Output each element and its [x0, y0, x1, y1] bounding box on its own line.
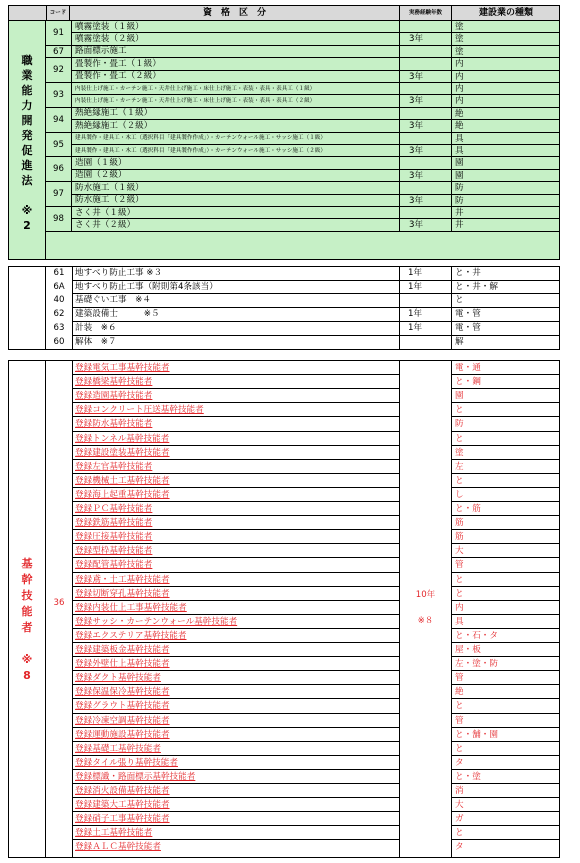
section1-years: 3年 — [399, 219, 452, 231]
section1-name: 建具製作・建具工・木工（選択科目「建具製作作成」）・カーテンウォール施工・サッシ施工（１級） — [75, 135, 326, 142]
section3-category-label — [9, 361, 46, 857]
section3-years-cell — [399, 361, 452, 857]
section1-years: 3年 — [399, 95, 452, 107]
section2-years: 1年 — [408, 322, 423, 333]
section1-name: 畳製作・畳工（２級） — [75, 71, 161, 82]
section1-type: 内 — [455, 96, 464, 107]
section3-name: 登録建築板金基幹技能者 — [75, 645, 170, 655]
section3-code: 36 — [53, 598, 65, 608]
section3-name: 登録鉄筋基幹技能者 — [75, 518, 153, 529]
section3-name: 登録内装仕上工事基幹技能者 — [75, 602, 187, 613]
section3-type: 筋 — [455, 532, 464, 543]
section1-name: 防水施工（２級） — [75, 195, 144, 206]
section3-name: 登録コンクリート圧送基幹技能者 — [75, 405, 204, 416]
section3-type: 大 — [455, 546, 464, 557]
section1-type: 絶 — [455, 121, 464, 132]
section1-years: 3年 — [399, 170, 452, 182]
section1-table — [8, 21, 560, 260]
section3-name: 登録基礎工基幹技能者 — [75, 743, 161, 754]
section1-name: 噴霧塗装（１級） — [75, 21, 144, 32]
section3-type: と — [455, 588, 464, 599]
section1-code: 98 — [46, 207, 72, 232]
section1-code: 67 — [46, 46, 72, 58]
section1-code: 97 — [46, 182, 72, 207]
section3-type: と・鋼 — [455, 377, 481, 388]
section3-label-char: 幹 — [21, 573, 33, 586]
section3-type: 管 — [455, 715, 464, 726]
section1-type: 防 — [455, 183, 464, 194]
section3-name: 登録運動施設基幹技能者 — [75, 729, 170, 740]
section3-type: 園 — [455, 391, 464, 402]
section3-type: 消 — [455, 786, 464, 796]
section3-label-char: 能 — [21, 605, 33, 618]
section1-type: 内 — [455, 84, 464, 94]
section2-years: 1年 — [408, 268, 423, 278]
section3-name: 登録建設塗装基幹技能者 — [75, 447, 170, 458]
section3-type: 左 — [455, 461, 464, 472]
section2-name: 計装 ※６ — [75, 322, 117, 333]
section3-type: と — [455, 475, 464, 486]
section3-type: と — [455, 743, 464, 754]
section2-code: 61 — [53, 268, 65, 278]
section1-name: 防水施工（１級） — [75, 182, 144, 193]
section2-name: 地すべり防止工事（附則第4条該当） — [75, 281, 218, 292]
section2-type: 解 — [455, 336, 464, 347]
section3-name: 登録外壁仕上基幹技能者 — [75, 659, 170, 670]
section3-type: 管 — [455, 673, 464, 684]
section3-type: し — [455, 489, 464, 500]
section3-label-char: 者 — [21, 621, 33, 634]
section1-years: 3年 — [399, 195, 452, 207]
section3-name: 登録土工基幹技能者 — [75, 828, 153, 839]
section3-type: と — [455, 701, 464, 712]
section3-type: タ — [455, 757, 464, 768]
section1-code: 91 — [46, 21, 72, 46]
section2-table — [8, 266, 560, 350]
section3-type: タ — [455, 842, 464, 853]
section3-table — [8, 360, 560, 858]
section1-code: 96 — [46, 157, 72, 182]
section3-name: 登録サッシ・カーテンウォール基幹技能者 — [75, 616, 238, 627]
section3-type: 電・通 — [455, 363, 481, 373]
section3-name: 登録電気工事基幹技能者 — [75, 363, 170, 373]
section2-name: 解体 ※７ — [75, 336, 117, 347]
section3-type: 左・塗・防 — [455, 659, 498, 670]
table-header — [8, 5, 560, 21]
section3-type: 塗 — [455, 447, 464, 458]
section3-name: 登録建築大工基幹技能者 — [75, 800, 170, 811]
section3-type: と・塗 — [455, 771, 481, 782]
section2-type: と・井 — [455, 268, 481, 278]
section3-years: 10年 — [415, 590, 436, 600]
section2-type: と — [455, 295, 464, 306]
section1-type: 塗 — [455, 22, 464, 32]
section1-name: 内装仕上げ施工・カーテン施工・天井仕上げ施工・床仕上げ施工・表装・表具・表具工（１級） — [75, 85, 316, 92]
section3-type: と・筋 — [455, 504, 481, 514]
section3-type: 筋 — [455, 518, 464, 529]
section1-years: 3年 — [399, 120, 452, 132]
section3-name: 登録橋梁基幹技能者 — [75, 377, 153, 388]
section1-code: 93 — [46, 83, 72, 108]
section1-label-char: 力 — [21, 99, 33, 112]
section3-name: 登録保温保冷基幹技能者 — [75, 687, 170, 698]
section3-label-char — [9, 636, 45, 652]
section2-type: 電・管 — [455, 309, 481, 320]
section1-label-char: 法 — [21, 174, 33, 187]
section3-name: 登録ダクト基幹技能者 — [75, 673, 161, 684]
section1-type: 塗 — [455, 46, 464, 57]
section3-name: 登録標識・路面標示基幹技能者 — [75, 771, 196, 782]
section3-type: 防 — [455, 419, 464, 430]
section1-label-char — [9, 188, 45, 203]
section1-label-char: 2 — [23, 219, 31, 232]
section1-label-char: 職 — [21, 54, 33, 67]
section1-years: 3年 — [399, 71, 452, 83]
section1-name: さく井（２級） — [75, 219, 136, 230]
section1-name: 内装仕上げ施工・カーテン施工・天井仕上げ施工・床仕上げ施工・表装・表具・表具工（２級） — [75, 97, 316, 104]
section2-type: と・井・解 — [455, 281, 498, 292]
section1-type: 園 — [455, 170, 464, 181]
section1-label-char: 開 — [21, 114, 33, 127]
section3-name: 登録防水基幹技能者 — [75, 419, 153, 430]
section1-years: 3年 — [399, 145, 452, 157]
section1-name: 熱絶縁施工（１級） — [75, 108, 153, 119]
section1-type: 塗 — [455, 34, 464, 45]
section3-name: 登録ＰＣ基幹技能者 — [75, 504, 153, 514]
section3-name: 登録グラウト基幹技能者 — [75, 701, 170, 712]
section1-label-char: ※ — [21, 204, 33, 217]
section3-type: 内 — [455, 602, 464, 613]
section2-code: 62 — [53, 309, 65, 320]
section2-years: 1年 — [408, 309, 423, 320]
section1-type: 具 — [455, 146, 464, 156]
section3-type: 具 — [455, 616, 464, 627]
section1-label-char: 進 — [21, 159, 33, 172]
section3-name: 登録圧接基幹技能者 — [75, 532, 153, 543]
section2-code: 6A — [53, 281, 65, 292]
section1-category-label — [9, 21, 46, 259]
section1-code: 92 — [46, 58, 72, 83]
section3-type: と — [455, 574, 464, 585]
section3-name: 登録機械土工基幹技能者 — [75, 475, 170, 486]
section3-type: 屋・板 — [455, 645, 481, 655]
section3-name: 登録消火設備基幹技能者 — [75, 786, 170, 796]
section1-type: 防 — [455, 195, 464, 206]
section3-name: 登録タイル張り基幹技能者 — [75, 757, 178, 768]
section3-type: と — [455, 405, 464, 416]
section2-name: 地すべり防止工事 ※３ — [75, 268, 163, 278]
header-years: 実務経験年数 — [399, 5, 452, 21]
section3-name: 登録造園基幹技能者 — [75, 391, 153, 402]
section1-name: 建具製作・建具工・木工（選択科目「建具製作作成」）・カーテンウォール施工・サッシ施工（２級） — [75, 147, 326, 154]
section1-code: 94 — [46, 108, 72, 133]
section1-name: さく井（１級） — [75, 207, 136, 218]
section2-code: 40 — [53, 295, 65, 306]
section3-label-char: 技 — [21, 589, 33, 602]
header-code: コード — [46, 5, 70, 21]
section1-type: 園 — [455, 158, 464, 169]
section1-type: 内 — [455, 71, 464, 82]
section1-code: 95 — [46, 133, 72, 158]
section3-type: と — [455, 828, 464, 839]
section3-name: 登録エクステリア基幹技能者 — [75, 630, 187, 641]
section3-name: 登録左官基幹技能者 — [75, 461, 153, 472]
section1-type: 具 — [455, 133, 464, 144]
section3-name: 登録鳶・土工基幹技能者 — [75, 574, 170, 585]
section3-name: 登録トンネル基幹技能者 — [75, 433, 170, 444]
row-divider — [72, 231, 560, 232]
section1-name: 熱絶縁施工（２級） — [75, 120, 153, 131]
section2-name: 建築設備士 ※５ — [75, 309, 160, 320]
section1-label-char: 業 — [21, 69, 33, 82]
section2-type: 電・管 — [455, 322, 481, 333]
section2-label-cell — [9, 267, 46, 349]
section1-type: 井 — [455, 208, 464, 218]
section3-name: 登録硝子工事基幹技能者 — [75, 814, 170, 825]
section1-name: 造園（１級） — [75, 157, 127, 168]
section3-name: 登録ＡＬＣ基幹技能者 — [75, 842, 161, 853]
section1-label-char: 発 — [21, 129, 33, 142]
section1-years: 3年 — [399, 33, 452, 45]
section3-name: 登録海上起重基幹技能者 — [75, 489, 170, 500]
section3-type: と — [455, 433, 464, 444]
section2-name: 基礎ぐい工事 ※４ — [75, 295, 151, 306]
section3-label-char: ※ — [21, 653, 33, 666]
section3-type: と・石・タ — [455, 630, 498, 641]
section1-type: 内 — [455, 59, 464, 70]
section3-type: ガ — [455, 814, 464, 825]
section1-type: 井 — [455, 220, 464, 231]
section3-type: と・舗・園 — [455, 729, 498, 740]
section3-name: 登録切断穿孔基幹技能者 — [75, 588, 170, 599]
section1-type: 絶 — [455, 108, 464, 119]
section2-code: 63 — [53, 322, 65, 333]
section1-label-char: 促 — [21, 144, 33, 157]
section3-name: 登録配管基幹技能者 — [75, 560, 153, 571]
section3-name: 登録型枠基幹技能者 — [75, 546, 153, 557]
section3-name: 登録冷凍空調基幹技能者 — [75, 715, 170, 726]
section3-label-char: 8 — [23, 669, 31, 682]
section3-years-note: ※８ — [417, 616, 434, 626]
header-qualification: 資 格 区 分 — [202, 8, 266, 18]
section3-type: 絶 — [455, 687, 464, 698]
section3-label-char: 基 — [21, 557, 33, 570]
section1-name: 路面標示施工 — [75, 46, 127, 57]
section1-name: 造園（２級） — [75, 170, 127, 181]
section2-years: 1年 — [408, 281, 423, 292]
section3-type: 大 — [455, 800, 464, 811]
header-types: 建設業の種類 — [478, 8, 533, 18]
section3-type: 管 — [455, 560, 464, 571]
section1-name: 畳製作・畳工（１級） — [75, 58, 161, 69]
section1-label-char: 能 — [21, 84, 33, 97]
section1-name: 噴霧塗装（２級） — [75, 33, 144, 44]
section2-code: 60 — [53, 336, 65, 347]
